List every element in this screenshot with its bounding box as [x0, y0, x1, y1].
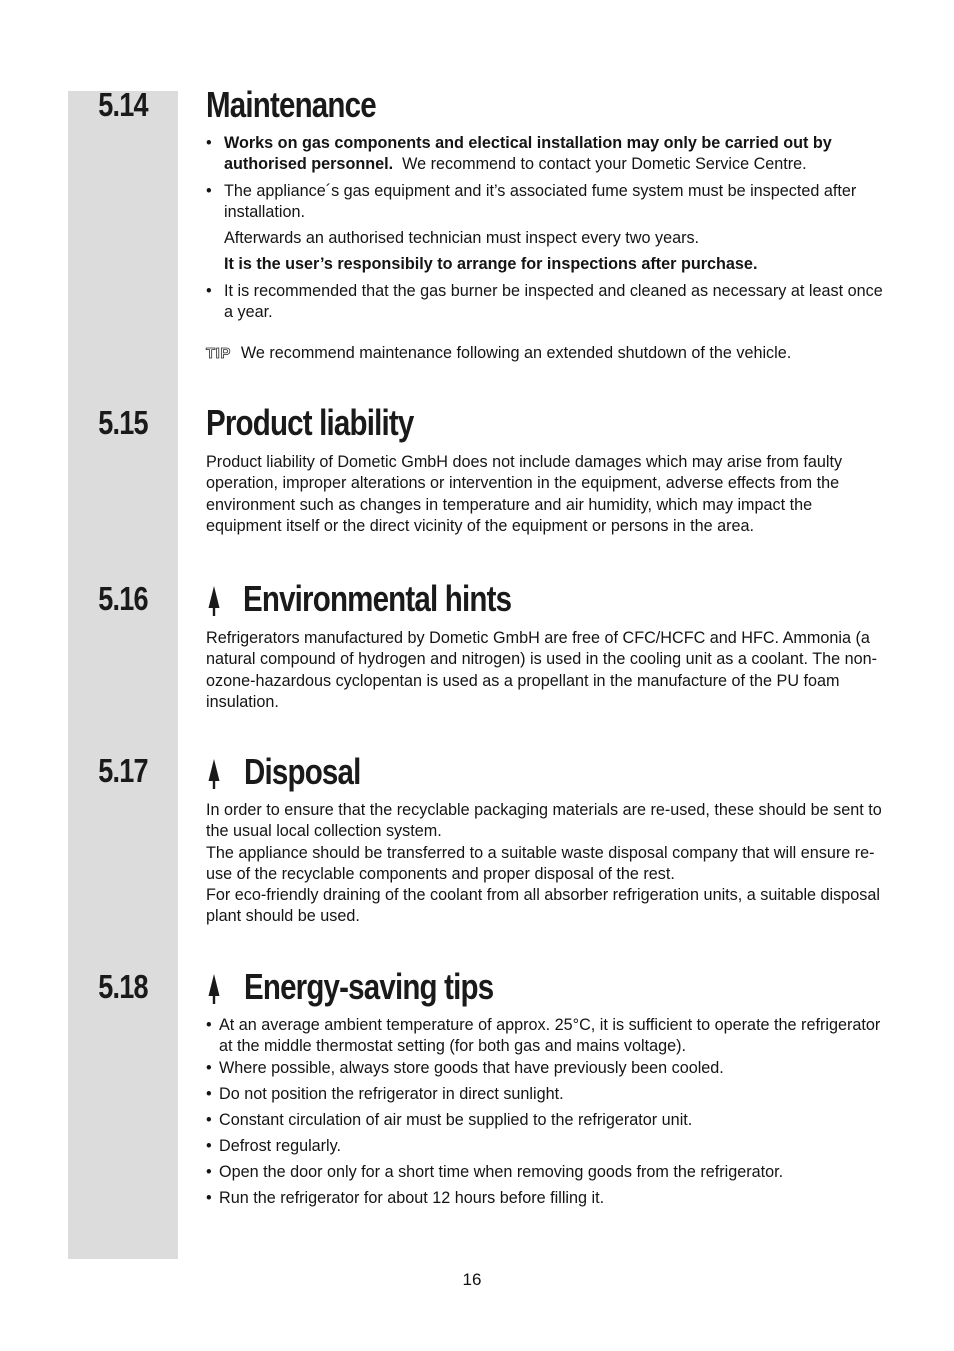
list-item: [206, 1188, 886, 1209]
section-title-maintenance: Maintenance: [206, 84, 376, 125]
product-liability-body: [206, 452, 886, 537]
tree-icon: [206, 586, 222, 616]
list-item-text: Open the door only for a short time when removing goods from the refrigerator.: [219, 1162, 784, 1181]
list-item-text: Where possible, always store goods that have previously been cooled.: [219, 1058, 724, 1077]
bold-text: Works on gas components and electical installation may only be carried out by authorised personnel.: [224, 134, 832, 174]
energy-saving-tips-list: [206, 1015, 886, 1214]
section-number-5-16: 5.16: [98, 580, 148, 617]
bullet-icon: •: [206, 1084, 212, 1103]
disposal-body: [206, 800, 886, 928]
paragraph: The appliance should be transferred to a suitable waste disposal company that will ensure re-use of the recyclable components and proper disposal of the rest.: [206, 843, 875, 883]
environmental-hints-body: [206, 628, 886, 713]
list-item-text: Run the refrigerator for about 12 hours before filling it.: [219, 1188, 605, 1207]
bullet-icon: •: [206, 1136, 212, 1155]
list-item: [206, 1110, 886, 1131]
section-number-sidebar: [68, 91, 178, 1259]
section-title-energy-saving-tips: Energy-saving tips: [244, 966, 494, 1007]
list-item-text: Defrost regularly.: [219, 1136, 342, 1155]
bullet-icon: •: [206, 1016, 212, 1034]
paragraph: Refrigerators manufactured by Dometic GmbH are free of CFC/HCFC and HFC. Ammonia (a natural compound of hydrogen and nitrogen) is used in the cooling unit as a coolant. The non-ozone-hazardous cyclopentan is used as a propellant in the manufacture of the PU foam insulation.: [206, 629, 878, 711]
section-number-5-14: 5.14: [98, 86, 148, 123]
section-title-product-liability: Product liability: [206, 402, 414, 443]
tip-text: We recommend maintenance following an extended shutdown of the vehicle.: [240, 344, 792, 363]
list-item: [206, 281, 886, 324]
list-item: [206, 1162, 886, 1183]
list-item: [206, 1058, 886, 1079]
user-responsibility-text: It is the user’s responsibily to arrange for inspections after purchase.: [224, 255, 758, 274]
bullet-icon: •: [206, 1188, 212, 1207]
list-item-text: We recommend to contact your Dometic Service Centre.: [402, 155, 807, 174]
section-title-disposal: Disposal: [244, 751, 361, 792]
tree-icon: [206, 974, 222, 1004]
page-number: 16: [462, 1270, 482, 1289]
maintenance-body: [206, 133, 886, 365]
list-item: [206, 1015, 886, 1058]
list-item-text: Do not position the refrigerator in direct sunlight.: [219, 1084, 564, 1103]
list-item-text: Constant circulation of air must be supplied to the refrigerator unit.: [219, 1110, 693, 1129]
tree-icon: [206, 759, 222, 789]
bullet-icon: •: [206, 1110, 212, 1129]
section-number-5-17: 5.17: [98, 752, 148, 789]
bullet-icon: •: [206, 134, 212, 152]
inspection-interval-text: Afterwards an authorised technician must inspect every two years.: [224, 229, 700, 248]
list-item: [206, 1084, 886, 1105]
paragraph: In order to ensure that the recyclable packaging materials are re-used, these should be sent to the usual local collection system.: [206, 801, 882, 841]
paragraph: Product liability of Dometic GmbH does not include damages which may arise from faulty operation, improper alterations or intervention in the equipment, adverse effects from the environment such as changes in temperature and air humidity, which may impact the equipment itself or the direct vicinity of the equipment or persons in the area.: [206, 453, 843, 535]
bullet-icon: •: [206, 281, 212, 300]
tip-icon: TIP: [206, 345, 231, 363]
tip-line: [206, 343, 886, 364]
list-item: [206, 133, 886, 176]
bullet-icon: •: [206, 181, 212, 200]
list-item-text: At an average ambient temperature of approx. 25°C, it is sufficient to operate the refrigerator at the middle thermostat setting (for both gas and mains voltage).: [219, 1016, 881, 1056]
list-item: [206, 181, 886, 224]
section-number-5-18: 5.18: [98, 968, 148, 1005]
list-item-text: The appliance´s gas equipment and it’s associated fume system must be inspected after installation.: [224, 181, 857, 221]
bullet-icon: •: [206, 1162, 212, 1181]
paragraph: For eco-friendly draining of the coolant from all absorber refrigeration units, a suitable disposal plant should be used.: [206, 886, 880, 926]
list-item-text: It is recommended that the gas burner be inspected and cleaned as necessary at least once a year.: [224, 281, 883, 322]
bullet-icon: •: [206, 1058, 212, 1077]
list-item: [206, 1136, 886, 1157]
section-number-5-15: 5.15: [98, 404, 148, 441]
section-title-environmental-hints: Environmental hints: [243, 578, 512, 619]
